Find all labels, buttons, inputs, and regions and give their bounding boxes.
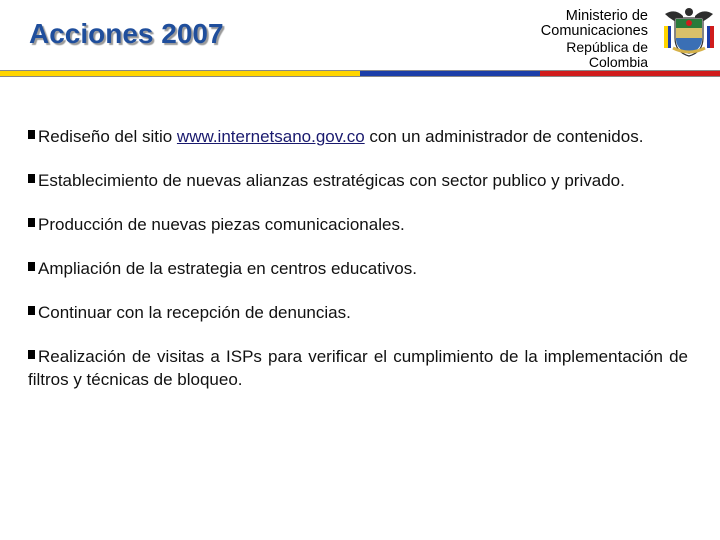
square-bullet-icon	[28, 218, 35, 227]
square-bullet-icon	[28, 174, 35, 183]
flag-bar-blue	[360, 71, 540, 76]
colombia-coat-of-arms-icon	[661, 4, 717, 60]
square-bullet-icon	[28, 262, 35, 271]
ministry-line-2: Comunicaciones	[540, 23, 648, 39]
list-item	[28, 169, 688, 192]
square-bullet-icon	[28, 306, 35, 315]
list-item	[28, 213, 688, 236]
list-item	[28, 345, 688, 391]
ministry-line-1: Ministerio de	[565, 8, 648, 24]
flag-bar-yellow	[0, 71, 360, 76]
item-text: Realización de visitas a ISPs para verificar el cumplimiento de la implementación de filtros y técnicas de bloqueo.	[28, 347, 688, 389]
list-item	[28, 125, 688, 148]
square-bullet-icon	[28, 130, 35, 139]
item-text: Establecimiento de nuevas alianzas estratégicas con sector publico y privado.	[38, 171, 625, 190]
square-bullet-icon	[28, 350, 35, 359]
ministry-label	[470, 9, 648, 67]
item-text: Rediseño del sitio	[38, 127, 177, 146]
header-flag-bar	[0, 70, 720, 77]
internetsano-link[interactable]: www.internetsano.gov.co	[176, 127, 365, 146]
item-text: con un administrador de contenidos.	[364, 127, 644, 146]
item-text: Ampliación de la estrategia en centros educativos.	[38, 259, 417, 278]
country-line-2: Colombia	[588, 55, 648, 67]
item-text: Producción de nuevas piezas comunicacionales.	[38, 215, 405, 234]
page-title: Acciones 2007	[29, 18, 224, 49]
flag-bar-red	[540, 71, 720, 76]
item-text: Continuar con la recepción de denuncias.	[38, 303, 351, 322]
country-line-1: República de	[566, 39, 648, 55]
list-item	[28, 257, 688, 280]
bullet-list	[28, 125, 688, 391]
list-item	[28, 301, 688, 324]
